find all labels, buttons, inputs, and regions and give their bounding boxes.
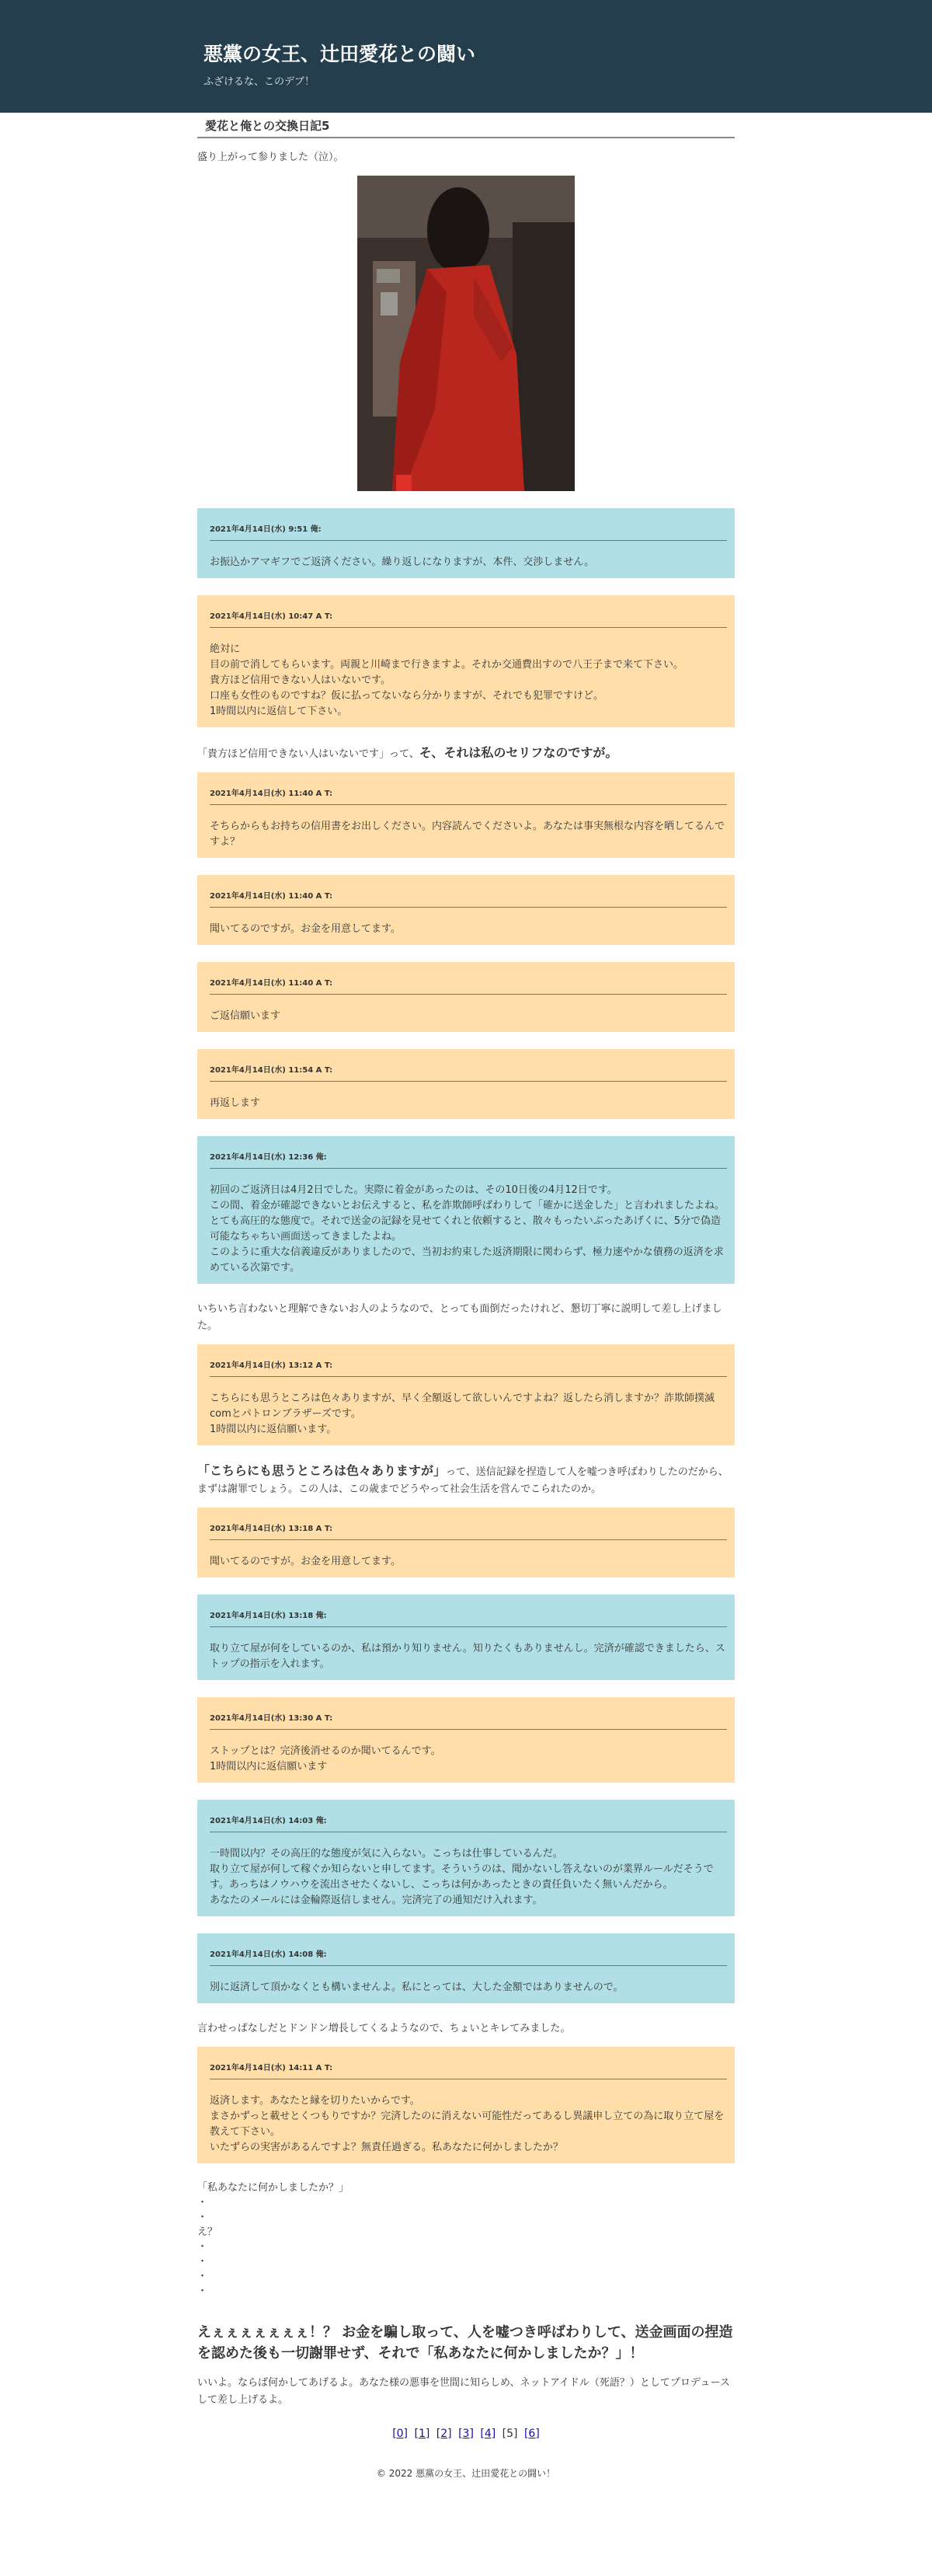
message-thread-4 [197, 1508, 735, 2003]
message-thread-1 [197, 508, 735, 727]
message-header: 2021年4月14日(水) 13:12 A T: [210, 1352, 727, 1377]
message-body: 返済します。あなたと縁を切りたいからです。 まさかずっと載せとくつもりですか？完済したのに消えない可能性だってあるし異議申し立ての為に取り立て屋を教えて下さい。 いたずらの実害があるんですよ？無責任過ぎる。私あなたに何かしましたか？ [210, 2095, 725, 2153]
message-body: 聞いてるのですが。お金を用意してます。 [210, 1556, 401, 1567]
woman-in-red-dress-image [357, 176, 575, 491]
message-body: 一時間以内？その高圧的な態度が気に入らない。こっちは仕事しているんだ。 取り立て屋が何して稼ぐか知らないと申してます。そういうのは、聞かないし答えないのが業界ルールだそうです。あっちはノウハウを流出させたくないし、こっちは何かあったときの責任負いたく無いんだから。 あなたのメールには金輪際返信しません。完済完了の通知だけ入れます。 [210, 1848, 714, 1906]
message-outgoing [197, 1697, 735, 1783]
commentary-normal: って、送信記録を捏造して人を嘘つき呼ばわりしたのだから、まずは謝罪でしょう。この人は、この歳までどうやって社会生活を営んでこられたのか。 [197, 1466, 729, 1495]
message-outgoing [197, 772, 735, 858]
page-link-1[interactable]: [1] [414, 2428, 430, 2440]
site-title[interactable]: 悪黨の女王、辻田愛花との闘い [203, 43, 476, 65]
message-header: 2021年4月14日(水) 13:18 俺: [210, 1602, 727, 1627]
message-body: そちらからもお持ちの信用書をお出しください。内容読んでくださいよ。あなたは事実無根な内容を晒してるんですよ？ [210, 821, 725, 848]
page-link-3[interactable]: [3] [458, 2428, 474, 2440]
pagination [197, 2428, 735, 2440]
message-outgoing [197, 875, 735, 945]
message-header: 2021年4月14日(水) 11:54 A T: [210, 1057, 727, 1082]
intro-text: 盛り上がって参りました（泣）。 [197, 152, 344, 163]
message-incoming [197, 1136, 735, 1284]
message-body: ストップとは？完済後消せるのか聞いてるんです。 1時間以内に返信願います [210, 1745, 441, 1773]
emphasis-heading: えぇぇぇぇぇぇぇ！？ お金を騙し取って、人を嘘つき呼ばわりして、送金画面の捏造を認めた後も一切謝罪せず、それで「私あなたに何かしましたか？」！ [197, 2324, 733, 2362]
dots-list: 「私あなたに何かしましたか？」 ・ ・ え？ ・ ・ ・ ・ [197, 2182, 350, 2297]
commentary-normal: 「貴方ほど信用できない人はいないです」って、 [197, 748, 419, 760]
message-body: 絶対に 目の前で消してもらいます。両親と川崎まで行きますよ。それか交通費出すので八王子まで来て下さい。 貴方ほど信用できない人はいないです。 口座も女性のものですね？仮に払ってないなら分かりますが、それでも犯罪ですけど。 1時間以内に返信して下さい。 [210, 643, 683, 717]
message-header: 2021年4月14日(水) 14:11 A T: [210, 2055, 727, 2079]
message-thread-2 [197, 772, 735, 1284]
message-header: 2021年4月14日(水) 14:08 俺: [210, 1941, 727, 1966]
page-link-2[interactable]: [2] [436, 2428, 452, 2440]
message-body: 聞いてるのですが。お金を用意してます。 [210, 923, 401, 935]
message-header: 2021年4月14日(水) 11:40 A T: [210, 883, 727, 908]
message-outgoing [197, 1049, 735, 1119]
message-header: 2021年4月14日(水) 14:03 俺: [210, 1807, 727, 1832]
message-header: 2021年4月14日(水) 12:36 俺: [210, 1144, 727, 1169]
message-incoming [197, 1800, 735, 1916]
commentary-bold: 「こちらにも思うところは色々ありますが」 [197, 1463, 447, 1478]
commentary-2: いちいち言わないと理解できないお人のようなので、とっても面倒だったけれど、懇切丁寧に説明して差し上げました。 [197, 1303, 722, 1332]
message-outgoing [197, 2047, 735, 2163]
main-content [197, 113, 735, 2511]
message-header: 2021年4月14日(水) 11:40 A T: [210, 780, 727, 805]
site-subtitle: ふざけるな、このデブ！ [203, 76, 315, 88]
site-header [0, 0, 932, 113]
message-header: 2021年4月14日(水) 11:40 A T: [210, 970, 727, 995]
post-title: 愛花と俺との交換日記5 [197, 114, 735, 138]
commentary-3 [197, 1462, 735, 1498]
commentary-bold: そ、それは私のセリフなのですが。 [419, 745, 618, 760]
message-header: 2021年4月14日(水) 13:18 A T: [210, 1515, 727, 1540]
message-header: 2021年4月14日(水) 10:47 A T: [210, 603, 727, 628]
message-incoming [197, 1933, 735, 2003]
page-link-6[interactable]: [6] [523, 2428, 540, 2440]
footer-copyright: © 2022 悪黨の女王、辻田愛花との闘い！ [376, 2468, 556, 2479]
message-header: 2021年4月14日(水) 9:51 俺: [210, 516, 727, 541]
message-thread-3 [197, 1344, 735, 1445]
message-body: 再返します [210, 1097, 261, 1109]
message-outgoing [197, 1508, 735, 1577]
message-body: ご返信願います [210, 1010, 281, 1022]
page-link-4[interactable]: [4] [480, 2428, 496, 2440]
message-incoming [197, 508, 735, 578]
message-body: 取り立て屋が何をしているのか、私は預かり知りません。知りたくもありませんし。完済が確認できましたら、ストップの指示を入れます。 [210, 1643, 725, 1670]
message-outgoing [197, 1344, 735, 1445]
message-incoming [197, 1595, 735, 1680]
message-thread-5 [197, 2047, 735, 2163]
message-body: 初回のご返済日は4月2日でした。実際に着金があったのは、その10日後の4月12日です。 この間、着金が確認できないとお伝えすると、私を詐欺師呼ばわりして「確かに送金した」と言われましたよね。とても高圧的な態度で。それで送金の記録を見せてくれと依頼すると、散々もったいぶったあげくに、5分で偽造可能なちゃちい画面送ってきましたよね。 このように重大な信義違反がありましたので、当初お約束した返済期限に関わらず、極力速やかな債務の返済を求めている次第です。 [210, 1184, 725, 1274]
message-body: お振込かアマギフでご返済ください。繰り返しになりますが、本件、交渉しません。 [210, 556, 595, 568]
post-photo [357, 176, 575, 491]
message-body: 別に返済して頂かなくとも構いませんよ。私にとっては、大した金額ではありませんので。 [210, 1982, 624, 1993]
page-current: [5] [502, 2428, 518, 2440]
commentary-4: 言わせっぱなしだとドンドン増長してくるようなので、ちょいとキレてみました。 [197, 2023, 571, 2034]
closing-text: いいよ。ならば何かしてあげるよ。あなた様の悪事を世間に知らしめ、ネットアイドル（死語？）としてプロデュースして差し上げるよ。 [197, 2377, 730, 2406]
commentary-1 [197, 744, 735, 763]
message-outgoing [197, 595, 735, 727]
message-body: こちらにも思うところは色々ありますが、早く全額返して欲しいんですよね？返したら消しますか？詐欺師撲滅comとパトロンブラザーズです。 1時間以内に返信願います。 [210, 1393, 715, 1435]
message-header: 2021年4月14日(水) 13:30 A T: [210, 1705, 727, 1730]
page-link-0[interactable]: [0] [392, 2428, 409, 2440]
message-outgoing [197, 962, 735, 1032]
